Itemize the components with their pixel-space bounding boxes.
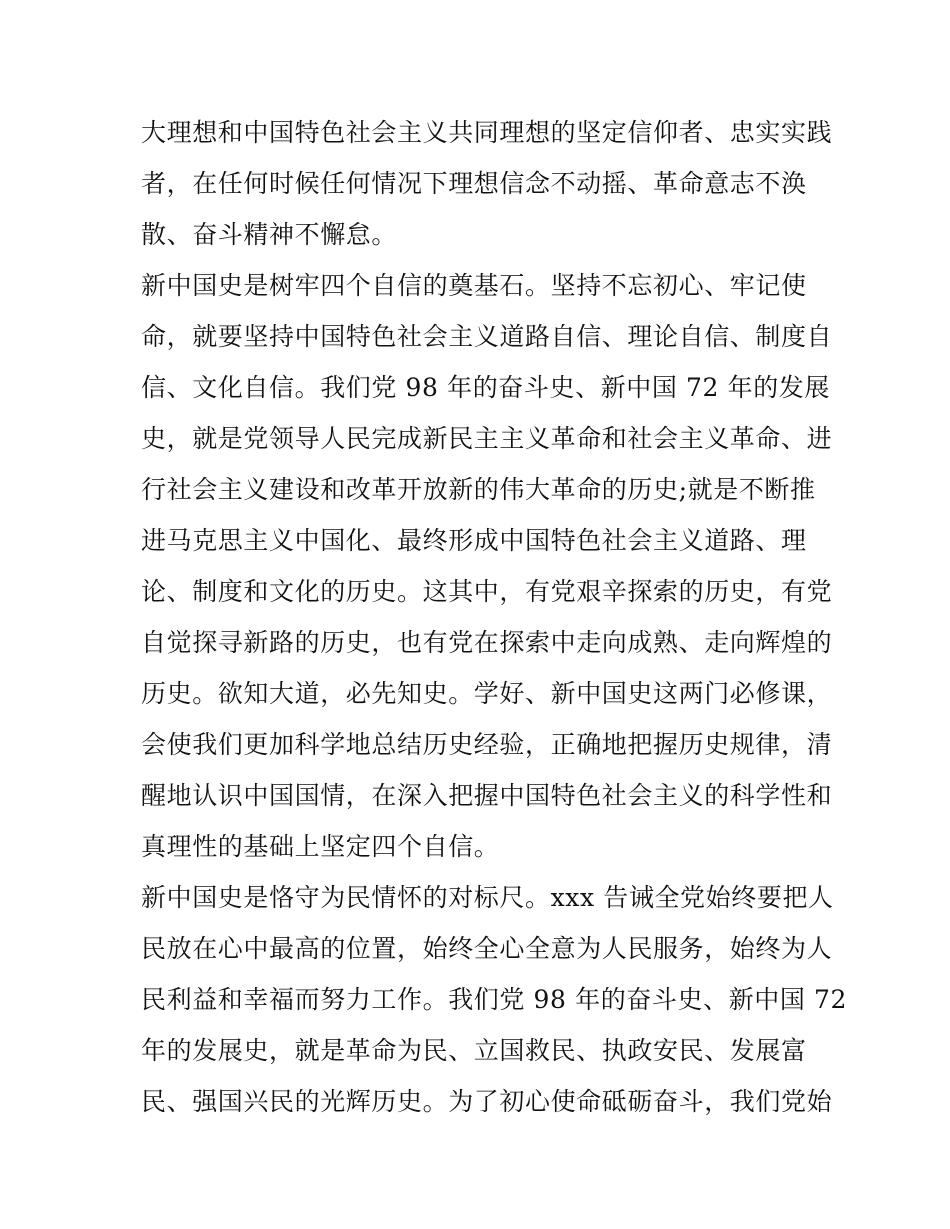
text-line: 会使我们更加科学地总结历史经验，正确地把握历史规律，清 <box>141 730 833 759</box>
text-line: 论、制度和文化的历史。这其中，有党艰辛探索的历史，有党 <box>141 577 833 606</box>
text-line: 醒地认识中国国情，在深入把握中国特色社会主义的科学性和 <box>141 781 833 810</box>
text-line: 命，就要坚持中国特色社会主义道路自信、理论自信、制度自 <box>141 322 833 351</box>
document-body <box>141 107 848 1127</box>
text-line: 自觉探寻新路的历史，也有党在探索中走向成熟、走向辉煌的 <box>141 628 833 657</box>
text-line: 散、奋斗精神不懈怠。 <box>141 220 398 249</box>
text-line: 进马克思主义中国化、最终形成中国特色社会主义道路、理 <box>141 526 807 555</box>
text-line: 新中国史是恪守为民情怀的对标尺。xxx 告诫全党始终要把人 <box>141 883 834 912</box>
text-line: 信、文化自信。我们党 98 年的奋斗史、新中国 72 年的发展 <box>141 373 831 402</box>
text-line: 民、强国兴民的光辉历史。为了初心使命砥砺奋斗，我们党始 <box>141 1087 833 1116</box>
text-line: 史，就是党领导人民完成新民主主义革命和社会主义革命、进 <box>141 424 833 453</box>
text-line: 真理性的基础上坚定四个自信。 <box>141 832 500 861</box>
text-line: 民利益和幸福而努力工作。我们党 98 年的奋斗史、新中国 72 <box>141 985 848 1014</box>
text-line: 大理想和中国特色社会主义共同理想的坚定信仰者、忠实实践 <box>141 118 833 147</box>
text-line: 民放在心中最高的位置，始终全心全意为人民服务，始终为人 <box>141 934 833 963</box>
text-line: 年的发展史，就是革命为民、立国救民、执政安民、发展富 <box>141 1036 807 1065</box>
text-line: 新中国史是树牢四个自信的奠基石。坚持不忘初心、牢记使 <box>141 271 807 300</box>
text-line: 者，在任何时候任何情况下理想信念不动摇、革命意志不涣 <box>141 169 807 198</box>
text-line: 历史。欲知大道，必先知史。学好、新中国史这两门必修课， <box>141 679 833 708</box>
text-line: 行社会主义建设和改革开放新的伟大革命的历史;就是不断推 <box>141 475 816 504</box>
